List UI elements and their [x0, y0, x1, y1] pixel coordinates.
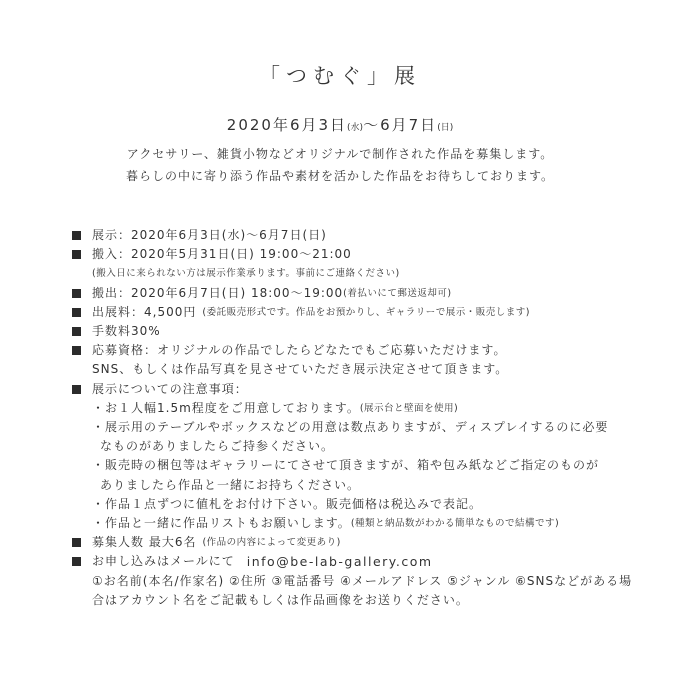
note4-text: ・作品１点ずつに値札をお付け下さい。販売価格は税込みで表記。	[92, 496, 483, 511]
notes-heading: 展示についての注意事項：	[92, 381, 248, 396]
note2b-text: なものがありましたらご持参ください。	[100, 439, 335, 454]
list-item-notes-heading	[72, 380, 632, 399]
apply-detail-2	[72, 591, 632, 610]
intro-line-1: アクセサリー、雑貨小物などオリジナルで制作された作品を募集します。	[126, 147, 554, 161]
note-item-2b	[72, 437, 632, 456]
recruit-text: 募集人数 最大6名	[92, 535, 197, 550]
date-start-day: (水)	[347, 123, 364, 133]
exhibition-dates	[0, 114, 680, 135]
date-separator: 〜	[363, 116, 381, 134]
page-title: 「つむぐ」展	[259, 64, 421, 88]
square-bullet-icon	[72, 557, 81, 566]
square-bullet-icon	[72, 346, 81, 355]
list-item-carry-in-note	[72, 264, 632, 283]
note3a-text: ・販売時の梱包等はギャラリーにてさせて頂きますが、箱や包み紙などご指定のものが	[92, 458, 600, 473]
carry-in-note: (搬入日に来られない方は展示作業承ります。事前にご連絡ください)	[92, 268, 400, 280]
note-item-1	[72, 399, 632, 418]
carry-in-text: 搬入：2020年5月31日(日) 19:00〜21:00	[92, 247, 352, 262]
square-bullet-icon	[72, 231, 81, 240]
intro-line-2: 暮らしの中に寄り添う作品や素材を活かした作品をお待ちしております。	[125, 169, 555, 183]
square-bullet-icon	[72, 289, 81, 298]
list-item-qualification	[72, 341, 632, 360]
list-item-commission	[72, 322, 632, 341]
note1-text: ・お１人幅1.5m程度をご用意しております。	[92, 400, 360, 415]
fee-text: 出展料：4,500円	[92, 304, 197, 319]
note-item-3a	[72, 456, 632, 475]
contact-email[interactable]: info@be-lab-gallery.com	[246, 554, 433, 570]
square-bullet-icon	[72, 250, 81, 259]
apply-detail-text-2: 合はアカウント名をご記載もしくは作品画像をお送りください。	[92, 592, 469, 607]
exhibit-text: 展示：2020年6月3日(水)〜6月7日(日)	[92, 228, 327, 242]
date-end: 6月7日	[380, 116, 438, 134]
recruit-note: (作品の内容によって変更あり)	[202, 537, 341, 549]
date-start: 2020年6月3日	[226, 116, 348, 134]
note-item-5	[72, 514, 632, 533]
note-item-3b	[72, 476, 632, 495]
commission-text: 手数料30%	[92, 324, 161, 339]
list-item-carry-out	[72, 284, 632, 303]
fee-note: (委託販売形式です。作品をお預かりし、ギャラリーで展示・販売します)	[202, 306, 531, 318]
note-item-4	[72, 495, 632, 514]
carry-out-note: (着払いにて郵送返却可)	[343, 287, 452, 299]
list-item-exhibit	[72, 226, 632, 245]
apply-detail-1	[72, 572, 632, 591]
qualification-text-2: SNS、もしくは作品写真を見させていただき展示決定させて頂きます。	[92, 362, 509, 377]
square-bullet-icon	[72, 538, 81, 547]
square-bullet-icon	[72, 385, 81, 394]
details-list	[72, 226, 632, 610]
list-item-qualification-2	[72, 360, 632, 379]
intro-text	[0, 143, 680, 187]
note1-small: (展示台と壁面を使用)	[359, 402, 459, 414]
note5-text: ・作品と一緒に作品リストもお願いします。	[92, 516, 351, 531]
apply-text: お申し込みはメールにて	[92, 554, 235, 569]
note5-small: (種類と納品数がわかる簡単なもので結構です)	[350, 518, 560, 530]
apply-detail-text-1: ①お名前(本名/作家名) ②住所 ③電話番号 ④メールアドレス ⑤ジャンル ⑥SNSなどがある場	[92, 573, 633, 588]
date-end-day: (日)	[437, 123, 454, 133]
list-item-recruit	[72, 533, 632, 552]
square-bullet-icon	[72, 327, 81, 336]
carry-out-text: 搬出：2020年6月7日(日) 18:00〜19:00	[92, 285, 344, 300]
list-item-carry-in	[72, 245, 632, 264]
qualification-text: 応募資格：オリジナルの作品でしたらどなたでもご応募いただけます。	[92, 343, 507, 358]
list-item-fee	[72, 303, 632, 322]
square-bullet-icon	[72, 308, 81, 317]
note-item-2a	[72, 418, 632, 437]
list-item-apply	[72, 552, 632, 571]
note3b-text: ありましたら作品と一緒にお持ちください。	[100, 477, 361, 492]
note2a-text: ・展示用のテーブルやボックスなどの用意は数点ありますが、ディスプレイするのに必要	[92, 420, 609, 435]
